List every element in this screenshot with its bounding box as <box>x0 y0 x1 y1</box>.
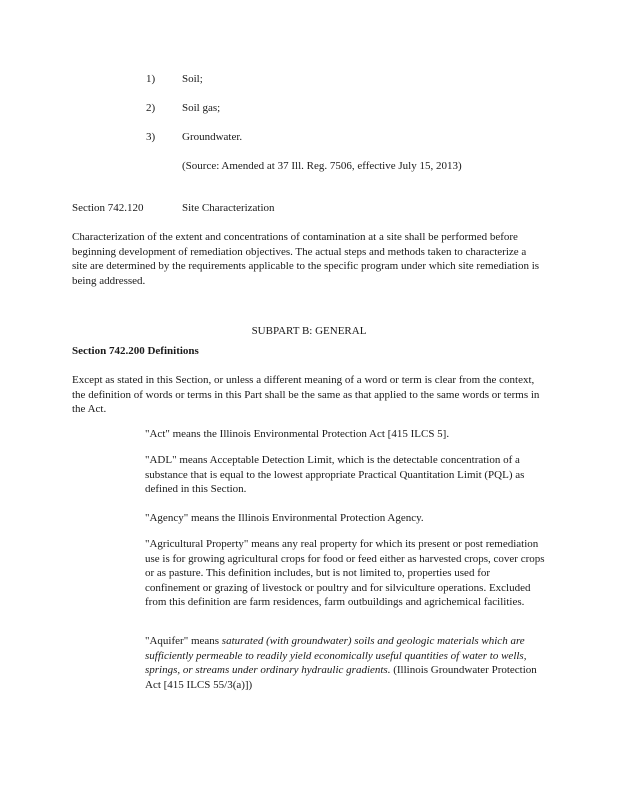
definition-agricultural-property: "Agricultural Property" means any real property for which its present or post remediation use is for growing agricultural crops for food or feed either as harvested crops, cover crops or as pasture. This definition includes, but is not limited to, properties used for confinement or grazing of livestock or poultry and for silviculture operations. Excluded from this definition are farm residences, farm outbuildings and agrichemical facilities. <box>145 538 545 608</box>
definition-agency: "Agency" means the Illinois Environmental Protection Agency. <box>145 512 424 524</box>
subpart-heading: SUBPART B: GENERAL <box>251 325 367 337</box>
section-200-heading: Section 742.200 Definitions <box>72 345 199 357</box>
list-item-soil-gas: Soil gas; <box>182 102 221 114</box>
source-note: (Source: Amended at 37 Ill. Reg. 7506, effective July 15, 2013) <box>182 160 462 172</box>
section-120-body: Characterization of the extent and concentrations of contamination at a site shall be performed before beginning development of remediation objectives. The actual steps and methods taken to characterize a site are determined by the requirements applicable to the specific program under which site remediation is being addressed. <box>72 231 540 287</box>
section-120-title: Site Characterization <box>182 202 275 214</box>
list-item-soil: Soil; <box>182 73 203 85</box>
aquifer-citation: (Illinois Groundwater Protection Act [415 ILCS 55/3(a)]) <box>145 664 537 691</box>
definition-aquifer <box>145 634 545 692</box>
aquifer-term: "Aquifer" means <box>145 635 222 647</box>
definition-act: "Act" means the Illinois Environmental Protection Act [415 ILCS 5]. <box>145 428 450 440</box>
aquifer-statutory-text: saturated (with groundwater) soils and geologic materials which are sufficiently permeable to readily yield economically useful quantities of water to wells, springs, or streams under ordinary hydraulic gradients. <box>145 635 527 676</box>
definition-adl: "ADL" means Acceptable Detection Limit, which is the detectable concentration of a substance that is equal to the lowest appropriate Practical Quantitation Limit (PQL) as defined in this Section. <box>145 454 525 495</box>
list-item-groundwater: Groundwater. <box>182 131 243 143</box>
list-number-3: 3) <box>146 131 156 143</box>
section-200-intro: Except as stated in this Section, or unless a different meaning of a word or term is clear from the context, the definition of words or terms in this Part shall be the same as that applied to the same words or terms in the Act. <box>72 374 540 415</box>
list-number-1: 1) <box>146 73 156 85</box>
list-number-2: 2) <box>146 102 156 114</box>
section-120-number: Section 742.120 <box>72 202 144 214</box>
